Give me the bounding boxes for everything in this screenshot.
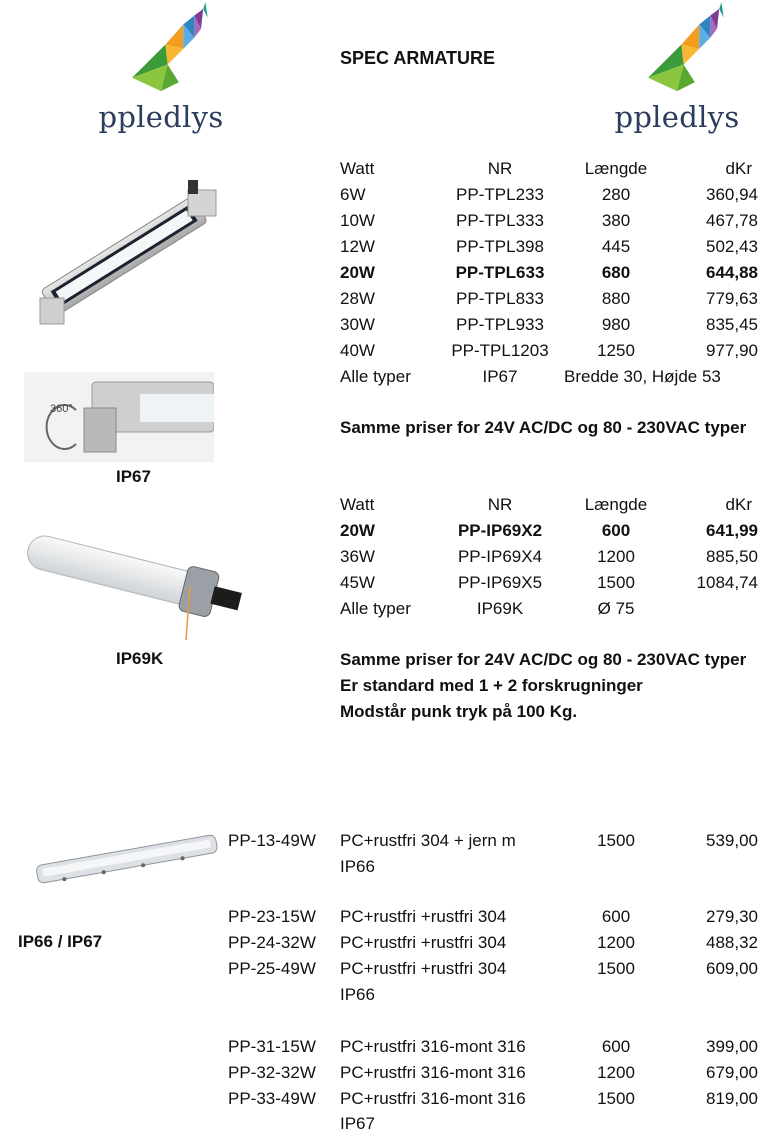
cell-code: PP-13-49W: [228, 831, 316, 850]
table-row-continuation: [0, 982, 784, 1008]
ip66-label: IP66 / IP67: [18, 932, 103, 951]
ip67-note: Samme priser for 24V AC/DC og 80 - 230VAC typer: [340, 418, 747, 437]
col-nr-header: NR: [487, 495, 513, 514]
cell-nr: PP-TPL333: [456, 211, 544, 230]
cell-nr: PP-IP69X4: [457, 547, 543, 566]
cell-desc: PC+rustfri 304 + jern m: [340, 831, 516, 850]
cell-nr: PP-IP69X2: [457, 521, 543, 540]
cell-price: 279,30: [706, 907, 758, 926]
cell-nr: PP-TPL933: [456, 315, 544, 334]
cell-watt: 12W: [340, 237, 375, 256]
cell-watt: 45W: [340, 573, 375, 592]
table-summary-row: [0, 364, 784, 390]
table-row: [0, 930, 784, 956]
cell-price: 977,90: [706, 341, 758, 360]
cell-price: 467,78: [706, 211, 758, 230]
logo-right: [612, 0, 742, 140]
cell-nr: PP-TPL633: [455, 263, 545, 282]
cell-price: 360,94: [706, 185, 758, 204]
cell-price: 609,00: [706, 959, 758, 978]
cell-watt: 20W: [340, 263, 375, 282]
cell-nr: PP-IP69X5: [457, 573, 543, 592]
cell-length: 380: [601, 211, 631, 230]
cell-desc: PC+rustfri +rustfri 304: [340, 933, 507, 952]
cell-price: 644,88: [706, 263, 758, 282]
cell-nr: PP-TPL233: [456, 185, 544, 204]
logo-mark-icon: [96, 0, 226, 100]
cell-length: 1250: [597, 341, 635, 360]
cell-length: 1200: [597, 1063, 635, 1082]
cell-length: 280: [601, 185, 631, 204]
table-row: [0, 1086, 784, 1112]
cell-code: PP-24-32W: [228, 933, 316, 952]
cell-length: 445: [601, 237, 631, 256]
cell-desc-2: IP66: [340, 857, 375, 876]
cell-length: 1500: [597, 959, 635, 978]
table-row-highlighted: [0, 260, 784, 286]
table-row: [0, 208, 784, 234]
col-price-header: dKr: [725, 159, 752, 178]
cell-nr: PP-TPL1203: [451, 341, 549, 360]
logo-mark-icon: [612, 0, 742, 100]
cell-desc: PC+rustfri 316-mont 316: [340, 1089, 526, 1108]
cell-summary-label: Alle typer: [340, 367, 411, 386]
cell-price: 641,99: [706, 521, 758, 540]
ip69k-note-1: Samme priser for 24V AC/DC og 80 - 230VAC typer: [340, 650, 747, 669]
cell-price: 502,43: [706, 237, 758, 256]
cell-length: 1500: [597, 831, 635, 850]
page-title: SPEC ARMATURE: [340, 48, 496, 68]
logo-wordmark: ppledlys: [614, 100, 740, 134]
table-row: [0, 570, 784, 596]
table-row: [0, 544, 784, 570]
cell-price: 539,00: [706, 831, 758, 850]
cell-length: 1500: [597, 1089, 635, 1108]
cell-summary-dims: Ø 75: [597, 599, 635, 618]
table-row-continuation: [0, 854, 784, 880]
cell-summary-nr: IP69K: [476, 599, 524, 618]
table-row-highlighted: [0, 518, 784, 544]
table-header-row: [0, 156, 784, 182]
table-summary-row: [0, 596, 784, 622]
cell-watt: 6W: [340, 185, 366, 204]
col-nr-header: NR: [487, 159, 513, 178]
cell-desc-2: IP67: [340, 1114, 375, 1133]
cell-price: 819,00: [706, 1089, 758, 1108]
ip69k-note-2: Er standard med 1 + 2 forskrugninger: [340, 676, 643, 695]
table-header-row: [0, 492, 784, 518]
cell-watt: 36W: [340, 547, 375, 566]
table-row: [0, 1034, 784, 1060]
cell-desc: PC+rustfri +rustfri 304: [340, 907, 507, 926]
cell-price: 835,45: [706, 315, 758, 334]
cell-watt: 10W: [340, 211, 375, 230]
col-watt-header: Watt: [340, 495, 375, 514]
table-row: [0, 956, 784, 982]
table-row: [0, 234, 784, 260]
cell-length: 600: [601, 521, 631, 540]
cell-summary-nr: IP67: [482, 367, 518, 386]
cell-price: 1084,74: [696, 573, 758, 592]
cell-length: 1200: [597, 547, 635, 566]
cell-nr: PP-TPL398: [456, 237, 544, 256]
table-row-continuation: [0, 1111, 784, 1137]
cell-code: PP-25-49W: [228, 959, 316, 978]
ip69k-note-3: Modstår punk tryk på 100 Kg.: [340, 702, 578, 721]
cell-desc: PC+rustfri 316-mont 316: [340, 1063, 526, 1082]
col-price-header: dKr: [725, 495, 752, 514]
col-length-header: Længde: [584, 495, 648, 514]
cell-nr: PP-TPL833: [456, 289, 544, 308]
table-row: [0, 828, 784, 854]
table-row: [0, 1060, 784, 1086]
cell-desc: PC+rustfri +rustfri 304: [340, 959, 507, 978]
cell-price: 399,00: [706, 1037, 758, 1056]
cell-watt: 20W: [340, 521, 375, 540]
cell-length: 880: [601, 289, 631, 308]
cell-watt: 30W: [340, 315, 375, 334]
col-watt-header: Watt: [340, 159, 375, 178]
cell-length: 680: [601, 263, 631, 282]
cell-length: 600: [601, 907, 631, 926]
table-row: [0, 312, 784, 338]
cell-code: PP-32-32W: [228, 1063, 316, 1082]
cell-length: 980: [601, 315, 631, 334]
cell-watt: 28W: [340, 289, 375, 308]
cell-length: 1500: [597, 573, 635, 592]
logo-wordmark: ppledlys: [98, 100, 224, 134]
cell-price: 885,50: [706, 547, 758, 566]
cell-code: PP-23-15W: [228, 907, 316, 926]
cell-code: PP-31-15W: [228, 1037, 316, 1056]
cell-watt: 40W: [340, 341, 375, 360]
cell-code: PP-33-49W: [228, 1089, 316, 1108]
cell-price: 679,00: [706, 1063, 758, 1082]
cell-desc: PC+rustfri 316-mont 316: [340, 1037, 526, 1056]
cell-price: 779,63: [706, 289, 758, 308]
table-row: [0, 904, 784, 930]
ip67-label: IP67: [116, 467, 151, 486]
cell-length: 1200: [597, 933, 635, 952]
table-row: [0, 286, 784, 312]
rotation-label: 360°: [50, 403, 73, 415]
cell-summary-dims: Bredde 30, Højde 53: [564, 367, 721, 386]
cell-length: 600: [601, 1037, 631, 1056]
logo-left: [96, 0, 226, 140]
table-row: [0, 338, 784, 364]
ip69k-label: IP69K: [116, 649, 164, 668]
cell-summary-label: Alle typer: [340, 599, 411, 618]
cell-desc-2: IP66: [340, 985, 375, 1004]
col-length-header: Længde: [584, 159, 648, 178]
table-row: [0, 182, 784, 208]
cell-price: 488,32: [706, 933, 758, 952]
